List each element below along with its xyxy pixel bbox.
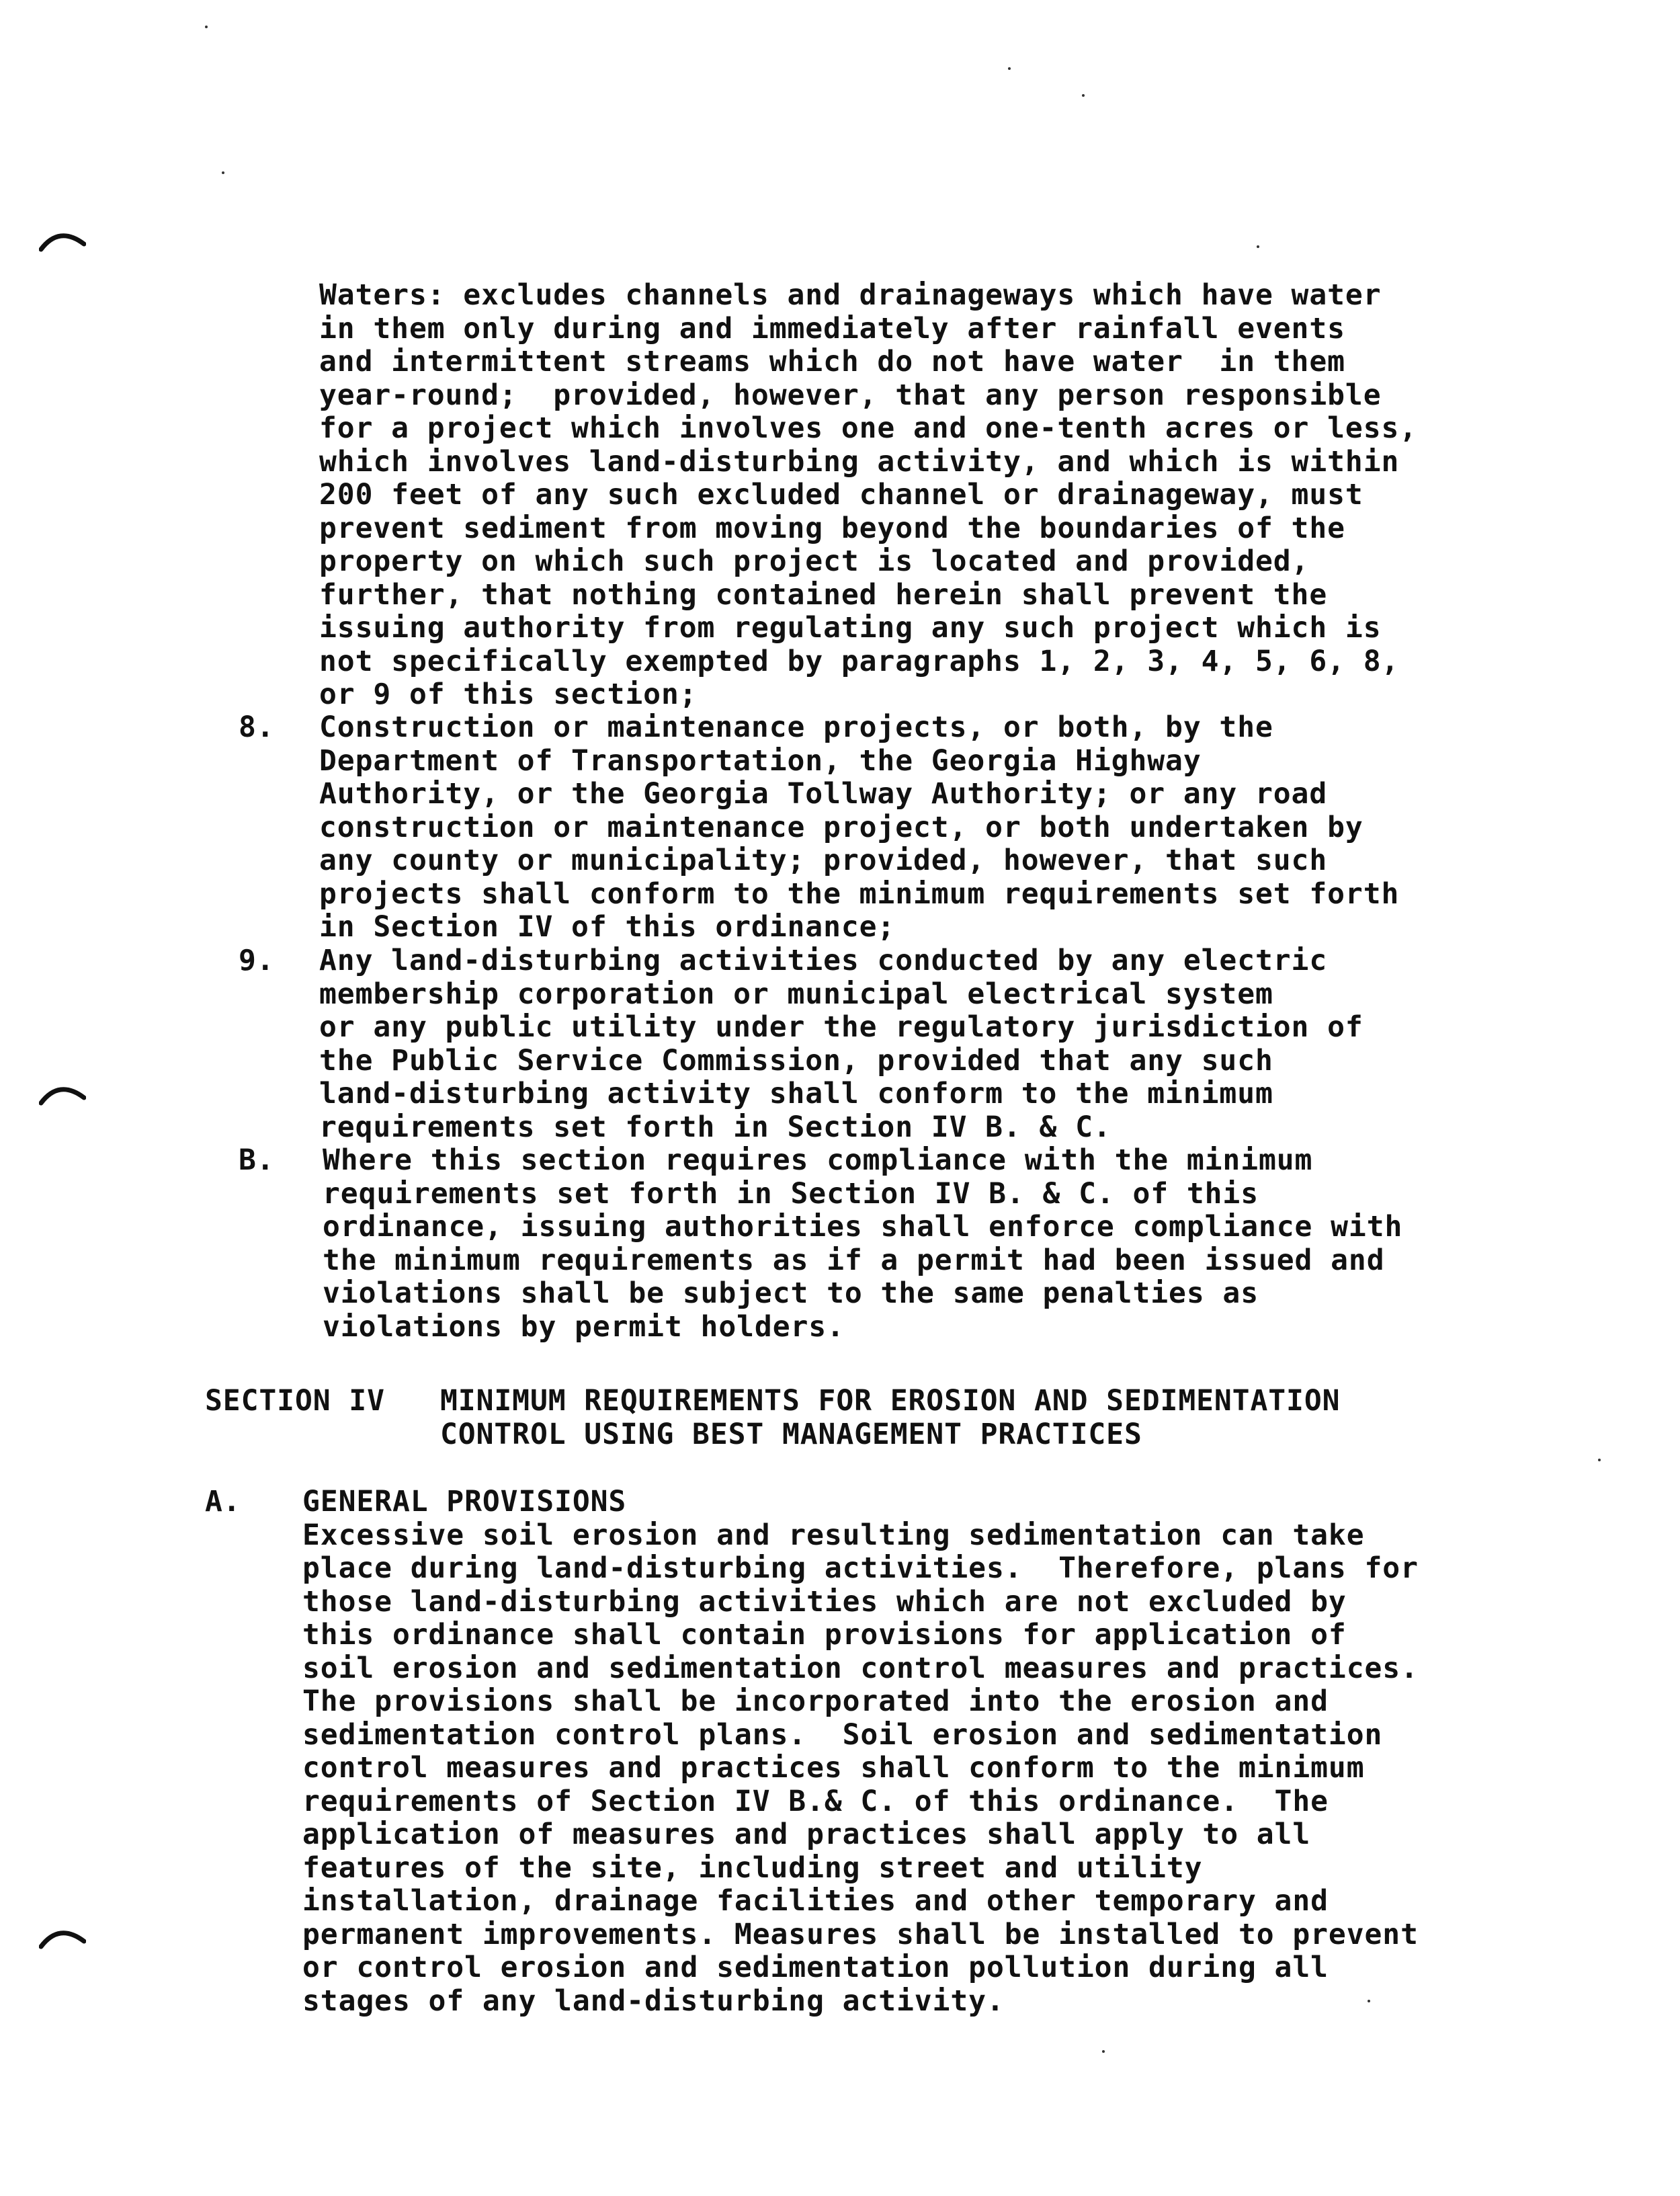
text-line: soil erosion and sedimentation control measures and practices. xyxy=(302,1651,1419,1685)
text-line: which involves land-disturbing activity, and which is within xyxy=(319,444,1400,479)
text-line: issuing authority from regulating any such project which is xyxy=(319,611,1382,645)
text-line: not specifically exempted by paragraphs 1, 2, 3, 4, 5, 6, 8, xyxy=(319,644,1400,678)
text-line: The provisions shall be incorporated into the erosion and xyxy=(302,1684,1329,1718)
text-line: Any land-disturbing activities conducted by any electric xyxy=(319,944,1328,977)
text-line: requirements set forth in Section IV B. & C. xyxy=(319,1110,1111,1144)
text-line: place during land-disturbing activities. Therefore, plans for xyxy=(302,1551,1419,1585)
scan-speck xyxy=(1102,2050,1105,2053)
text-line: ordinance, issuing authorities shall enforce compliance with xyxy=(323,1210,1403,1244)
text-line: this ordinance shall contain provisions for application of xyxy=(302,1618,1347,1652)
text-line: Excessive soil erosion and resulting sedimentation can take xyxy=(302,1518,1365,1552)
item-number: 8. xyxy=(239,710,275,744)
scan-speck xyxy=(1257,245,1259,248)
text-line: in Section IV of this ordinance; xyxy=(319,910,896,944)
hole-punch-mark xyxy=(39,1922,86,1949)
section-title-line: MINIMUM REQUIREMENTS FOR EROSION AND SEDIMENTATION xyxy=(440,1384,1341,1418)
text-line: requirements of Section IV B.& C. of this ordinance. The xyxy=(302,1784,1329,1818)
text-line: features of the site, including street and utility xyxy=(302,1851,1203,1885)
text-line: land-disturbing activity shall conform to the minimum xyxy=(319,1077,1273,1110)
text-line: or 9 of this section; xyxy=(319,678,698,711)
text-line: stages of any land-disturbing activity. xyxy=(302,1984,1005,2018)
text-line: installation, drainage facilities and other temporary and xyxy=(302,1884,1329,1918)
text-line: or control erosion and sedimentation pollution during all xyxy=(302,1951,1329,1984)
text-line: Construction or maintenance projects, or both, by the xyxy=(319,710,1273,744)
section-title-line: CONTROL USING BEST MANAGEMENT PRACTICES xyxy=(440,1417,1142,1451)
text-line: or any public utility under the regulatory jurisdiction of xyxy=(319,1010,1363,1044)
scan-speck xyxy=(1598,1459,1601,1461)
text-line: prevent sediment from moving beyond the boundaries of the xyxy=(319,511,1345,545)
text-line: permanent improvements. Measures shall be installed to prevent xyxy=(302,1917,1419,1951)
text-line: membership corporation or municipal electrical system xyxy=(319,977,1273,1011)
scan-speck xyxy=(1008,67,1011,70)
text-line: construction or maintenance project, or both undertaken by xyxy=(319,810,1363,844)
text-line: application of measures and practices shall apply to all xyxy=(302,1818,1311,1851)
text-line: the minimum requirements as if a permit had been issued and xyxy=(323,1243,1385,1277)
text-line: Department of Transportation, the Georgia Highway xyxy=(319,743,1202,778)
scan-speck xyxy=(205,26,208,28)
text-line: those land-disturbing activities which are not excluded by xyxy=(302,1584,1347,1619)
text-line: Where this section requires compliance with the minimum xyxy=(323,1143,1313,1177)
hole-punch-mark xyxy=(39,225,86,252)
scan-speck xyxy=(1082,94,1085,97)
subsection-letter: A. xyxy=(205,1485,241,1518)
text-line: and intermittent streams which do not have water in them xyxy=(319,345,1345,378)
text-line: property on which such project is located and provided, xyxy=(319,544,1310,578)
hole-punch-mark xyxy=(39,1079,86,1106)
text-line: year-round; provided, however, that any person responsible xyxy=(319,378,1382,412)
text-line: 200 feet of any such excluded channel or drainageway, must xyxy=(319,478,1363,512)
text-line: in them only during and immediately after rainfall events xyxy=(319,311,1345,345)
text-line: Authority, or the Georgia Tollway Authority; or any road xyxy=(319,777,1328,811)
text-line: for a project which involves one and one-tenth acres or less, xyxy=(319,411,1418,445)
scan-speck xyxy=(222,171,224,174)
text-line: any county or municipality; provided, however, that such xyxy=(319,844,1328,877)
subsection-a-text xyxy=(302,1486,1419,2018)
item-number: 9. xyxy=(239,944,275,977)
subsection-heading: GENERAL PROVISIONS xyxy=(302,1485,627,1518)
text-line: control measures and practices shall conform to the minimum xyxy=(302,1751,1365,1785)
text-line: Waters: excludes channels and drainageways which have water xyxy=(319,278,1382,312)
text-line: the Public Service Commission, provided that any such xyxy=(319,1043,1273,1077)
text-line: further, that nothing contained herein shall prevent the xyxy=(319,577,1328,612)
item-9-text xyxy=(319,944,1363,1144)
section-title xyxy=(440,1385,1340,1451)
text-line: violations shall be subject to the same penalties as xyxy=(323,1276,1259,1310)
section-label: SECTION IV xyxy=(205,1384,385,1418)
item-8-text xyxy=(319,711,1399,944)
paragraph-7-continuation xyxy=(319,279,1417,712)
text-line: sedimentation control plans. Soil erosion and sedimentation xyxy=(302,1717,1383,1752)
text-line: violations by permit holders. xyxy=(323,1309,845,1344)
text-line: projects shall conform to the minimum requirements set forth xyxy=(319,877,1400,911)
text-line: requirements set forth in Section IV B. & C. of this xyxy=(323,1176,1259,1211)
item-number: B. xyxy=(239,1143,275,1177)
item-b-text xyxy=(323,1144,1402,1344)
